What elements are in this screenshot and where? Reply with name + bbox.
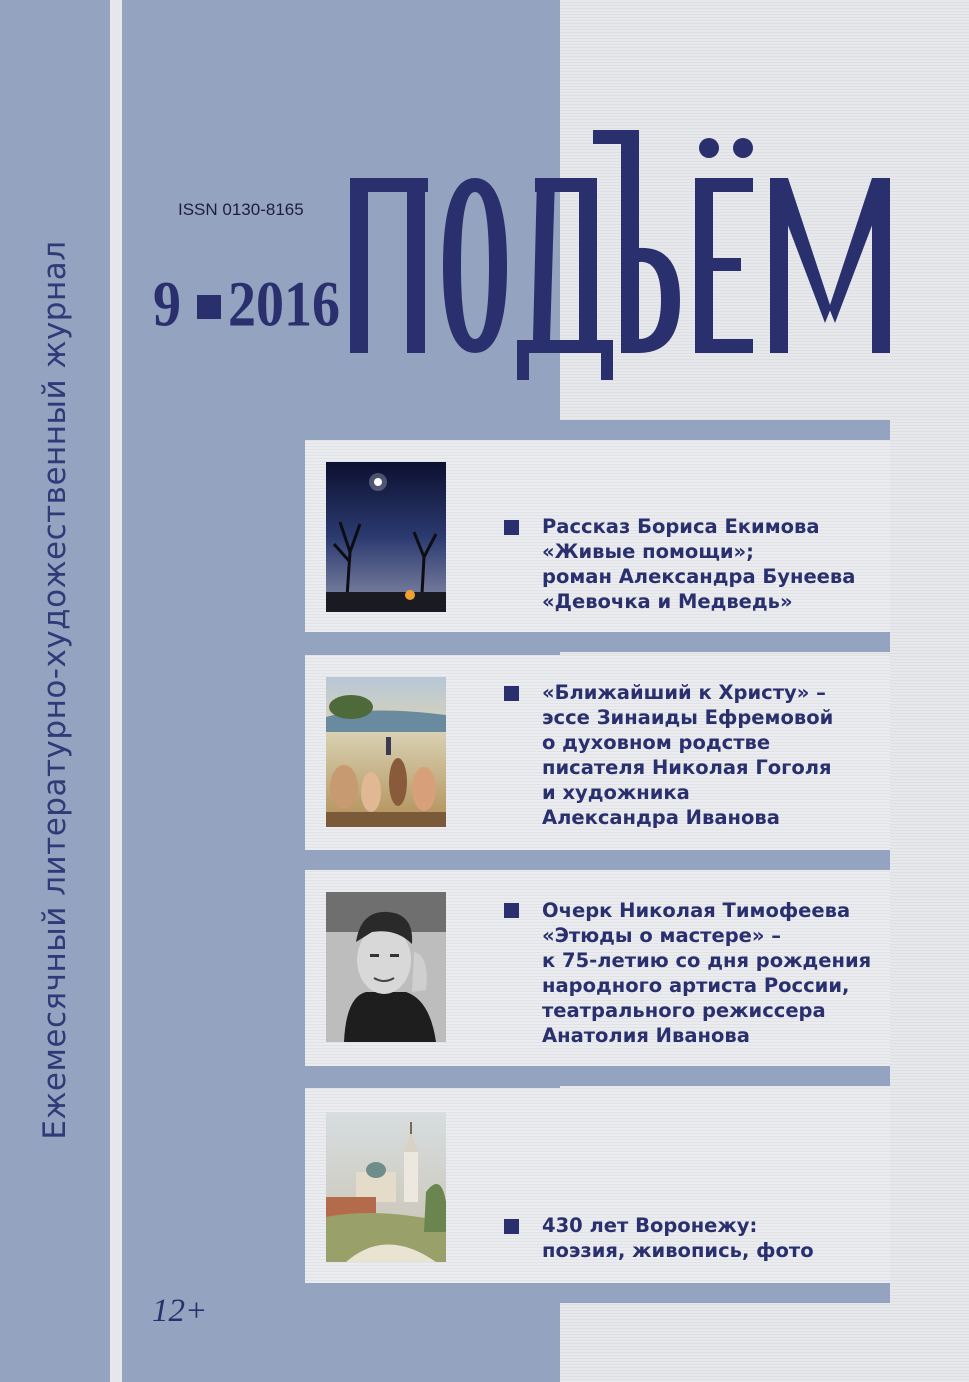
issue-separator-square: [197, 295, 221, 319]
bullet-square: [504, 520, 519, 535]
article-card-2: [305, 655, 890, 850]
age-rating: 12+: [152, 1293, 208, 1329]
spine-text: Ежемесячный литературно-художественный журнал: [37, 240, 73, 1140]
magazine-logo: [345, 118, 900, 418]
article-card-4: [305, 1088, 890, 1283]
painting-appearance-of-christ-image: [326, 677, 446, 827]
issue-year: 2016: [228, 269, 340, 341]
card-shadow-bar: [320, 632, 890, 652]
bullet-square: [504, 903, 519, 918]
article-text-1: Рассказ Бориса Екимова «Живые помощи»; роман Александра Бунеева «Девочка и Медведь»: [542, 515, 856, 613]
church-landscape-painting-image: [326, 1112, 446, 1262]
card-shadow-bar: [320, 1283, 890, 1303]
article-card-1: [305, 440, 890, 632]
card-shadow-bar: [320, 420, 890, 440]
bullet-square: [504, 686, 519, 701]
bullet-square: [504, 1219, 519, 1234]
spine-divider: [110, 0, 122, 1382]
article-text-2: «Ближайший к Христу» – эссе Зинаиды Ефремовой о духовном родстве писателя Николая Гоголя и художника Александра Иванова: [542, 681, 834, 829]
card-shadow-bar: [320, 850, 890, 870]
article-text-3: Очерк Николая Тимофеева «Этюды о мастере» – к 75-летию со дня рождения народного артиста России, театрального режиссера Анатолия Иванова: [542, 899, 872, 1047]
article-card-3: [305, 870, 890, 1066]
card-shadow-bar: [320, 1066, 890, 1086]
portrait-photo-image: [326, 892, 446, 1042]
issue-number: 9: [153, 269, 181, 341]
article-text-4: 430 лет Воронежу: поэзия, живопись, фото: [542, 1214, 814, 1262]
night-sky-campfire-image: [326, 462, 446, 612]
issn-label: ISSN 0130-8165: [178, 200, 304, 219]
